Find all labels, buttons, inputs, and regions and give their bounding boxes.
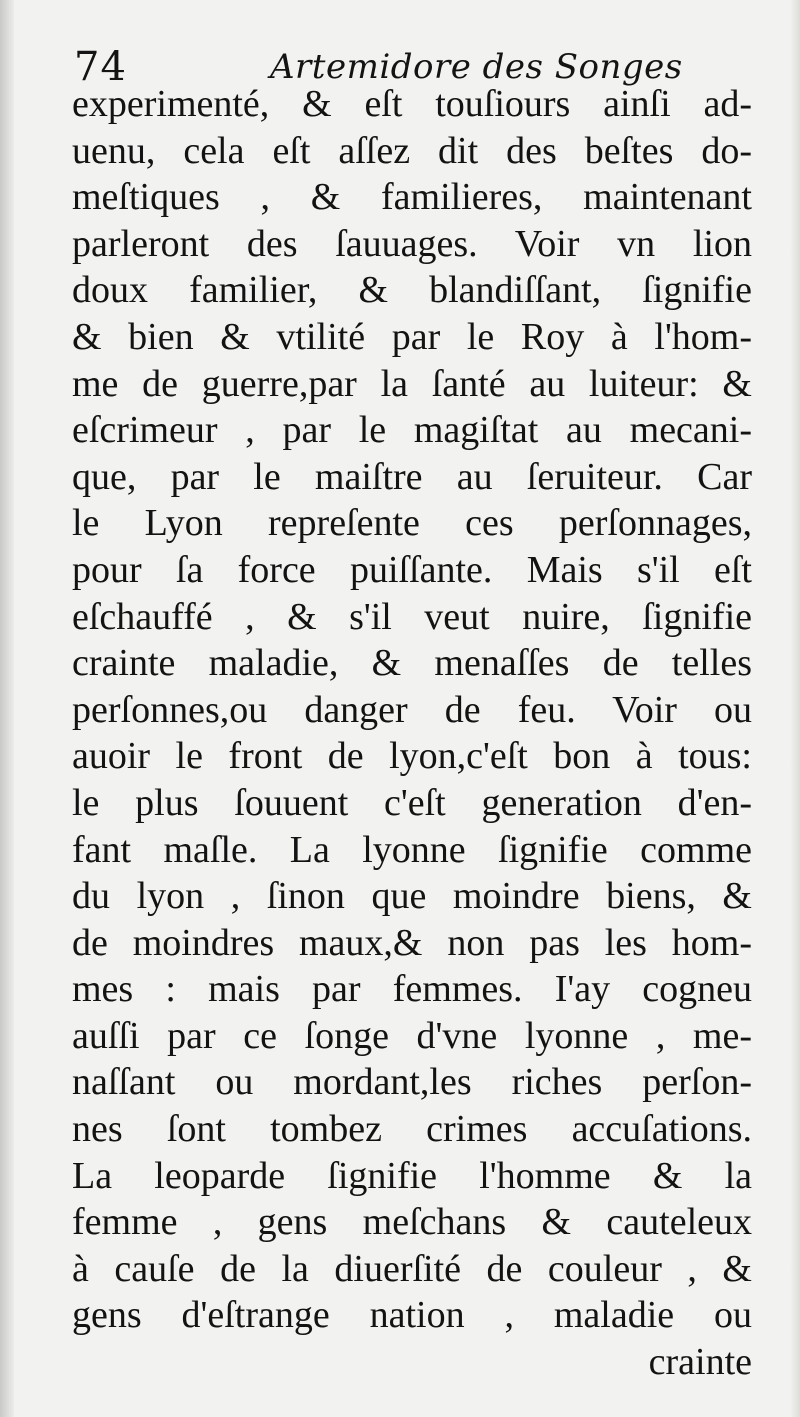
text-line: du lyon , ſinon que moindre biens, & (72, 875, 752, 918)
catchword: crainte (648, 1341, 752, 1384)
text-line: le Lyon repreſente ces perſonnages, (72, 502, 752, 545)
text-line: naſſant ou mordant,les riches perſon- (72, 1061, 752, 1104)
text-line: parleront des ſauuages. Voir vn lion (72, 222, 752, 265)
text-line: à cauſe de la diuerſité de couleur , & (72, 1247, 752, 1290)
text-line: meſtiques , & familieres, maintenant (72, 176, 752, 219)
page-number: 74 (74, 44, 127, 90)
body-text (72, 81, 772, 1386)
page-gutter-shadow (0, 0, 14, 1417)
text-line: de moindres maux,& non pas les hom- (72, 921, 752, 964)
text-line: eſcrimeur , par le magiſtat au mecani- (72, 409, 752, 452)
page-edge (790, 0, 800, 1417)
text-line: eſchauffé , & s'il veut nuire, ſignifie (72, 595, 752, 638)
running-head: Artemidore des Songes (270, 47, 683, 87)
text-line: auſſi par ce ſonge d'vne lyonne , me- (72, 1014, 752, 1057)
text-line: & bien & vtilité par le Roy à l'hom- (72, 315, 752, 358)
text-line: perſonnes,ou danger de feu. Voir ou (72, 688, 752, 731)
text-line: que, par le maiſtre au ſeruiteur. Car (72, 455, 752, 498)
text-line: me de guerre,par la ſanté au luiteur: & (72, 362, 752, 405)
text-line: pour ſa force puiſſante. Mais s'il eſt (72, 548, 752, 591)
text-line: auoir le front de lyon,c'eſt bon à tous: (72, 735, 752, 778)
text-line: mes : mais par femmes. I'ay cogneu (72, 968, 752, 1011)
text-line: le plus ſouuent c'eſt generation d'en- (72, 781, 752, 824)
text-line: doux familier, & blandiſſant, ſignifie (72, 269, 752, 312)
text-line: nes ſont tombez crimes accuſations. (72, 1108, 752, 1151)
text-line: crainte maladie, & menaſſes de telles (72, 642, 752, 685)
text-line: La leoparde ſignifie l'homme & la (72, 1154, 752, 1197)
text-line: uenu, cela eſt aſſez dit des beſtes do- (72, 129, 752, 172)
text-line: fant maſle. La lyonne ſignifie comme (72, 828, 752, 871)
text-line: femme , gens meſchans & cauteleux (72, 1201, 752, 1244)
text-line: experimenté, & eſt touſiours ainſi ad- (72, 83, 752, 125)
text-line: gens d'eſtrange nation , maladie ou (72, 1294, 752, 1337)
